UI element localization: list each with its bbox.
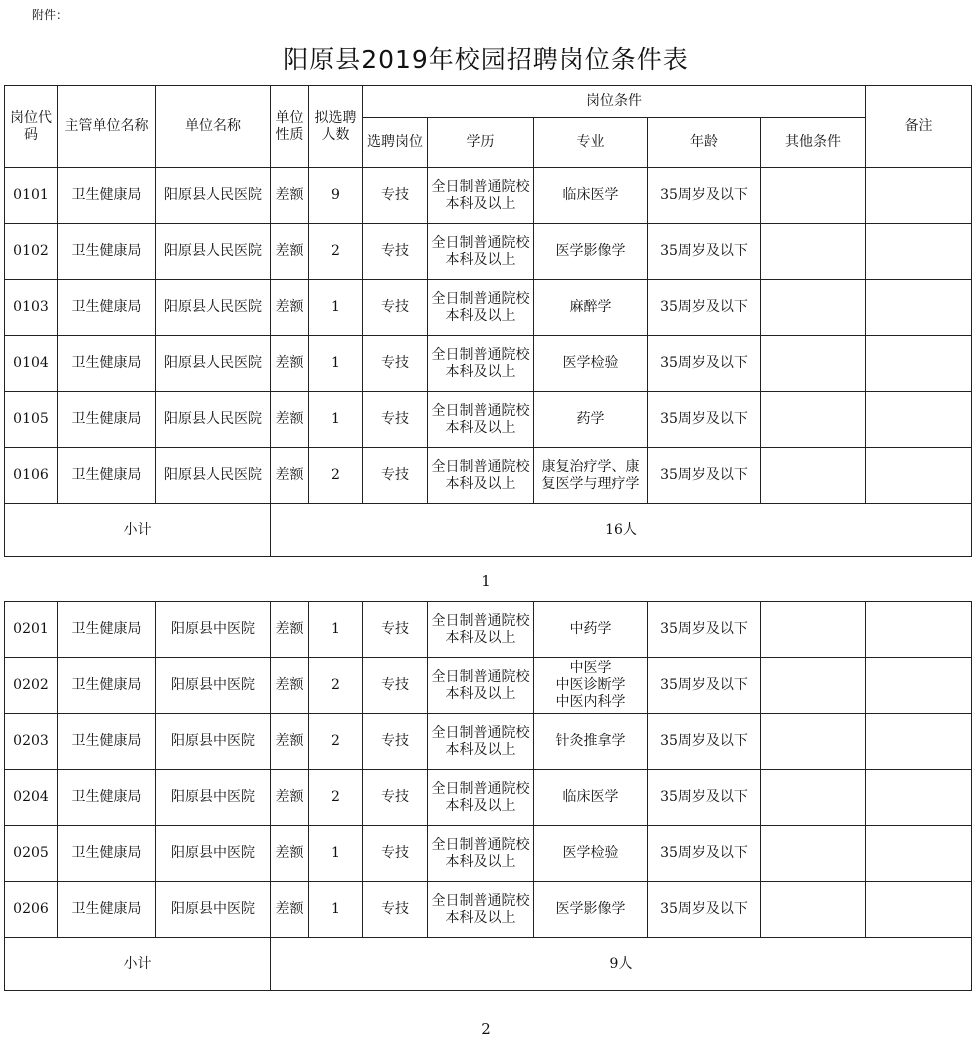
cell-nature: 差额 [271,336,309,392]
subtotal-row [5,938,972,991]
cell-age: 35周岁及以下 [648,770,761,826]
cell-nature: 差额 [271,448,309,504]
cell-education: 全日制普通院校本科及以上 [428,826,534,882]
cell-major: 针灸推拿学 [534,714,648,770]
page-number-2: 2 [481,1020,491,1038]
cell-supervisor: 卫生健康局 [58,770,156,826]
table-row [5,602,972,658]
cell-major: 医学检验 [534,826,648,882]
table-row [5,658,972,714]
cell-code: 0103 [5,280,58,336]
table-row [5,826,972,882]
table-row [5,336,972,392]
cell-nature: 差额 [271,168,309,224]
cell-remark [866,448,972,504]
cell-supervisor: 卫生健康局 [58,658,156,714]
cell-unit: 阳原县人民医院 [156,168,271,224]
cell-education: 全日制普通院校本科及以上 [428,280,534,336]
cell-code: 0201 [5,602,58,658]
cell-unit: 阳原县人民医院 [156,336,271,392]
cell-education: 全日制普通院校本科及以上 [428,448,534,504]
cell-remark [866,826,972,882]
cell-education: 全日制普通院校本科及以上 [428,392,534,448]
header-supervisor: 主管单位名称 [58,86,156,168]
cell-remark [866,770,972,826]
table-row [5,882,972,938]
cell-major: 医学检验 [534,336,648,392]
cell-other [761,336,866,392]
document-title: 阳原县2019年校园招聘岗位条件表 [283,45,689,74]
cell-nature: 差额 [271,882,309,938]
cell-supervisor: 卫生健康局 [58,280,156,336]
cell-unit: 阳原县人民医院 [156,224,271,280]
cell-education: 全日制普通院校本科及以上 [428,714,534,770]
table-row [5,770,972,826]
table-row [5,714,972,770]
cell-count: 2 [309,448,363,504]
cell-other [761,602,866,658]
header-major: 专业 [534,118,648,168]
cell-other [761,280,866,336]
subtotal-value: 16人 [271,504,972,557]
header-count: 拟选聘人数 [309,86,363,168]
header-education: 学历 [428,118,534,168]
cell-unit: 阳原县中医院 [156,770,271,826]
cell-unit: 阳原县中医院 [156,826,271,882]
cell-supervisor: 卫生健康局 [58,602,156,658]
cell-unit: 阳原县中医院 [156,602,271,658]
cell-other [761,658,866,714]
table-row [5,392,972,448]
cell-other [761,714,866,770]
cell-remark [866,714,972,770]
cell-position: 专技 [363,770,428,826]
header-position: 选聘岗位 [363,118,428,168]
cell-code: 0102 [5,224,58,280]
page-number-1: 1 [481,572,491,590]
cell-education: 全日制普通院校本科及以上 [428,658,534,714]
cell-code: 0204 [5,770,58,826]
cell-count: 1 [309,280,363,336]
cell-age: 35周岁及以下 [648,224,761,280]
cell-supervisor: 卫生健康局 [58,826,156,882]
cell-age: 35周岁及以下 [648,826,761,882]
cell-age: 35周岁及以下 [648,168,761,224]
cell-count: 1 [309,336,363,392]
header-remark: 备注 [866,86,972,168]
subtotal-value: 9人 [271,938,972,991]
table-row [5,280,972,336]
cell-education: 全日制普通院校本科及以上 [428,882,534,938]
cell-unit: 阳原县人民医院 [156,392,271,448]
cell-age: 35周岁及以下 [648,714,761,770]
cell-count: 1 [309,392,363,448]
recruitment-table-page-2 [4,601,972,991]
cell-age: 35周岁及以下 [648,658,761,714]
cell-unit: 阳原县中医院 [156,714,271,770]
cell-major: 医学影像学 [534,882,648,938]
cell-count: 2 [309,224,363,280]
header-other: 其他条件 [761,118,866,168]
cell-remark [866,658,972,714]
cell-age: 35周岁及以下 [648,602,761,658]
cell-age: 35周岁及以下 [648,392,761,448]
subtotal-label: 小计 [5,938,271,991]
table-row [5,168,972,224]
cell-remark [866,280,972,336]
cell-unit: 阳原县中医院 [156,658,271,714]
table-body-page-1 [5,168,972,504]
cell-supervisor: 卫生健康局 [58,336,156,392]
cell-major: 中医学 中医诊断学 中医内科学 [534,658,648,714]
cell-code: 0202 [5,658,58,714]
cell-position: 专技 [363,448,428,504]
attachment-label: 附件： [32,8,69,22]
cell-count: 9 [309,168,363,224]
header-nature: 单位性质 [271,86,309,168]
cell-education: 全日制普通院校本科及以上 [428,168,534,224]
cell-remark [866,336,972,392]
cell-unit: 阳原县人民医院 [156,280,271,336]
subtotal-label: 小计 [5,504,271,557]
cell-count: 1 [309,826,363,882]
cell-remark [866,392,972,448]
cell-position: 专技 [363,168,428,224]
header-conditions: 岗位条件 [363,86,866,118]
header-unit: 单位名称 [156,86,271,168]
cell-major: 中药学 [534,602,648,658]
cell-remark [866,168,972,224]
cell-education: 全日制普通院校本科及以上 [428,770,534,826]
cell-supervisor: 卫生健康局 [58,882,156,938]
cell-count: 2 [309,714,363,770]
cell-unit: 阳原县中医院 [156,882,271,938]
cell-supervisor: 卫生健康局 [58,392,156,448]
cell-education: 全日制普通院校本科及以上 [428,336,534,392]
cell-nature: 差额 [271,280,309,336]
cell-supervisor: 卫生健康局 [58,224,156,280]
cell-age: 35周岁及以下 [648,882,761,938]
cell-code: 0206 [5,882,58,938]
cell-position: 专技 [363,224,428,280]
cell-position: 专技 [363,602,428,658]
table-row [5,224,972,280]
cell-major: 药学 [534,392,648,448]
cell-age: 35周岁及以下 [648,448,761,504]
cell-code: 0106 [5,448,58,504]
cell-other [761,224,866,280]
cell-age: 35周岁及以下 [648,280,761,336]
cell-major: 康复治疗学、康复医学与理疗学 [534,448,648,504]
cell-code: 0105 [5,392,58,448]
cell-supervisor: 卫生健康局 [58,714,156,770]
header-age: 年龄 [648,118,761,168]
cell-other [761,168,866,224]
header-code: 岗位代码 [5,86,58,168]
cell-other [761,826,866,882]
cell-other [761,882,866,938]
cell-code: 0203 [5,714,58,770]
subtotal-row [5,504,972,557]
cell-position: 专技 [363,882,428,938]
cell-major: 医学影像学 [534,224,648,280]
cell-nature: 差额 [271,714,309,770]
cell-code: 0101 [5,168,58,224]
cell-position: 专技 [363,336,428,392]
table-body-page-2 [5,602,972,938]
cell-other [761,770,866,826]
cell-count: 2 [309,658,363,714]
cell-major: 临床医学 [534,168,648,224]
cell-education: 全日制普通院校本科及以上 [428,602,534,658]
cell-unit: 阳原县人民医院 [156,448,271,504]
cell-code: 0205 [5,826,58,882]
cell-supervisor: 卫生健康局 [58,448,156,504]
cell-count: 1 [309,882,363,938]
cell-position: 专技 [363,392,428,448]
cell-other [761,448,866,504]
cell-position: 专技 [363,714,428,770]
cell-position: 专技 [363,658,428,714]
recruitment-table-page-1 [4,85,972,557]
cell-count: 2 [309,770,363,826]
cell-nature: 差额 [271,658,309,714]
cell-nature: 差额 [271,392,309,448]
table-row [5,448,972,504]
cell-nature: 差额 [271,602,309,658]
cell-supervisor: 卫生健康局 [58,168,156,224]
cell-age: 35周岁及以下 [648,336,761,392]
cell-major: 麻醉学 [534,280,648,336]
cell-remark [866,882,972,938]
cell-other [761,392,866,448]
cell-nature: 差额 [271,224,309,280]
cell-remark [866,602,972,658]
cell-remark [866,224,972,280]
cell-code: 0104 [5,336,58,392]
cell-nature: 差额 [271,770,309,826]
cell-major: 临床医学 [534,770,648,826]
cell-nature: 差额 [271,826,309,882]
cell-count: 1 [309,602,363,658]
cell-position: 专技 [363,826,428,882]
cell-education: 全日制普通院校本科及以上 [428,224,534,280]
cell-position: 专技 [363,280,428,336]
